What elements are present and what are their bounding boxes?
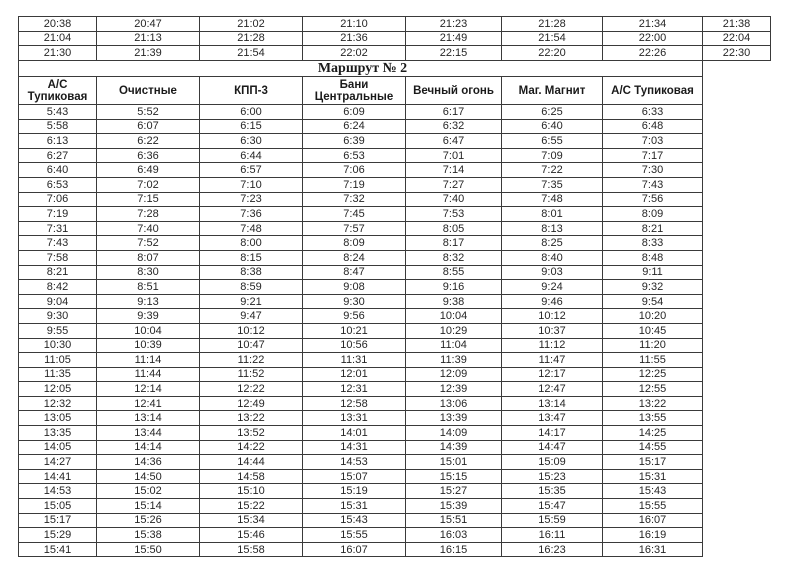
time-cell: 11:52	[200, 367, 303, 382]
time-cell: 9:13	[97, 294, 200, 309]
column-header-stop: Очистные	[97, 77, 200, 105]
time-cell: 14:25	[603, 426, 703, 441]
time-cell: 14:41	[19, 469, 97, 484]
table-row	[19, 513, 703, 528]
time-cell: 7:56	[603, 192, 703, 207]
time-cell: 7:23	[200, 192, 303, 207]
time-cell: 21:10	[303, 17, 406, 32]
time-cell: 12:32	[19, 396, 97, 411]
time-cell: 15:43	[603, 484, 703, 499]
time-cell: 6:53	[19, 177, 97, 192]
column-header-stop: А/С Тупиковая	[19, 77, 97, 105]
time-cell: 15:19	[303, 484, 406, 499]
time-cell: 14:14	[97, 440, 200, 455]
time-cell: 12:17	[502, 367, 603, 382]
time-cell: 13:35	[19, 426, 97, 441]
time-cell: 11:22	[200, 353, 303, 368]
time-cell: 6:49	[97, 163, 200, 178]
time-cell: 14:55	[603, 440, 703, 455]
time-cell: 10:29	[406, 323, 502, 338]
time-cell: 7:53	[406, 207, 502, 222]
table-row	[19, 148, 703, 163]
time-cell: 22:04	[703, 31, 771, 46]
time-cell: 8:00	[200, 236, 303, 251]
time-cell: 8:09	[603, 207, 703, 222]
time-cell: 21:23	[406, 17, 502, 32]
time-cell: 13:31	[303, 411, 406, 426]
time-cell: 15:38	[97, 528, 200, 543]
time-cell: 6:55	[502, 134, 603, 149]
time-cell: 7:43	[603, 177, 703, 192]
time-cell: 22:15	[406, 46, 502, 61]
time-cell: 14:05	[19, 440, 97, 455]
time-cell: 21:39	[97, 46, 200, 61]
time-cell: 21:02	[200, 17, 303, 32]
time-cell: 15:09	[502, 455, 603, 470]
time-cell: 8:17	[406, 236, 502, 251]
time-cell: 21:13	[97, 31, 200, 46]
time-cell: 13:47	[502, 411, 603, 426]
time-cell: 21:49	[406, 31, 502, 46]
time-cell: 15:05	[19, 499, 97, 514]
time-cell: 12:55	[603, 382, 703, 397]
column-header-stop: Бани Центральные	[303, 77, 406, 105]
time-cell: 15:23	[502, 469, 603, 484]
time-cell: 10:45	[603, 323, 703, 338]
time-cell: 6:30	[200, 134, 303, 149]
time-cell: 14:50	[97, 469, 200, 484]
time-cell: 7:15	[97, 192, 200, 207]
time-cell: 11:35	[19, 367, 97, 382]
time-cell: 20:47	[97, 17, 200, 32]
time-cell: 11:47	[502, 353, 603, 368]
time-cell: 10:21	[303, 323, 406, 338]
time-cell: 10:04	[97, 323, 200, 338]
column-header-stop: А/С Тупиковая	[603, 77, 703, 105]
time-cell: 6:24	[303, 119, 406, 134]
time-cell: 22:30	[703, 46, 771, 61]
time-cell: 10:56	[303, 338, 406, 353]
time-cell: 6:40	[502, 119, 603, 134]
table-row	[19, 338, 703, 353]
table-row	[19, 382, 703, 397]
previous-route-table-body	[19, 17, 771, 61]
time-cell: 11:31	[303, 353, 406, 368]
time-cell: 6:36	[97, 148, 200, 163]
time-cell: 15:10	[200, 484, 303, 499]
time-cell: 16:07	[603, 513, 703, 528]
time-cell: 10:20	[603, 309, 703, 324]
time-cell: 8:13	[502, 221, 603, 236]
time-cell: 22:20	[502, 46, 603, 61]
time-cell: 6:53	[303, 148, 406, 163]
time-cell: 9:46	[502, 294, 603, 309]
time-cell: 6:27	[19, 148, 97, 163]
time-cell: 11:44	[97, 367, 200, 382]
time-cell: 21:04	[19, 31, 97, 46]
time-cell: 15:58	[200, 542, 303, 557]
time-cell: 6:39	[303, 134, 406, 149]
time-cell: 15:17	[19, 513, 97, 528]
table-row	[19, 455, 703, 470]
table-row	[19, 440, 703, 455]
time-cell: 10:37	[502, 323, 603, 338]
time-cell: 7:48	[502, 192, 603, 207]
time-cell: 11:04	[406, 338, 502, 353]
table-row	[19, 396, 703, 411]
time-cell: 15:14	[97, 499, 200, 514]
time-cell: 12:49	[200, 396, 303, 411]
time-cell: 15:26	[97, 513, 200, 528]
table-row	[19, 163, 703, 178]
time-cell: 8:42	[19, 280, 97, 295]
table-row	[19, 294, 703, 309]
time-cell: 13:14	[97, 411, 200, 426]
time-cell: 7:03	[603, 134, 703, 149]
time-cell: 8:32	[406, 250, 502, 265]
table-row	[19, 323, 703, 338]
table-row	[19, 469, 703, 484]
time-cell: 9:30	[19, 309, 97, 324]
time-cell: 14:22	[200, 440, 303, 455]
time-cell: 8:55	[406, 265, 502, 280]
table-row	[19, 134, 703, 149]
table-row	[19, 309, 703, 324]
time-cell: 6:40	[19, 163, 97, 178]
time-cell: 9:32	[603, 280, 703, 295]
time-cell: 8:51	[97, 280, 200, 295]
time-cell: 11:55	[603, 353, 703, 368]
time-cell: 8:30	[97, 265, 200, 280]
route-2-timetable	[18, 60, 703, 557]
time-cell: 16:11	[502, 528, 603, 543]
time-cell: 6:33	[603, 105, 703, 120]
time-cell: 8:59	[200, 280, 303, 295]
time-cell: 7:30	[603, 163, 703, 178]
time-cell: 13:39	[406, 411, 502, 426]
time-cell: 6:00	[200, 105, 303, 120]
time-cell: 8:33	[603, 236, 703, 251]
time-cell: 6:22	[97, 134, 200, 149]
time-cell: 15:07	[303, 469, 406, 484]
time-cell: 10:12	[200, 323, 303, 338]
column-header-row	[19, 77, 703, 105]
time-cell: 6:09	[303, 105, 406, 120]
time-cell: 6:15	[200, 119, 303, 134]
column-header-stop: Маг. Магнит	[502, 77, 603, 105]
route-title: Маршрут № 2	[317, 60, 408, 76]
time-cell: 15:35	[502, 484, 603, 499]
time-cell: 6:47	[406, 134, 502, 149]
time-cell: 9:47	[200, 309, 303, 324]
time-cell: 12:05	[19, 382, 97, 397]
previous-route-row	[19, 46, 771, 61]
time-cell: 5:43	[19, 105, 97, 120]
table-row	[19, 250, 703, 265]
time-cell: 12:47	[502, 382, 603, 397]
time-cell: 6:48	[603, 119, 703, 134]
time-cell: 10:04	[406, 309, 502, 324]
time-cell: 9:04	[19, 294, 97, 309]
column-header-stop: Вечный огонь	[406, 77, 502, 105]
time-cell: 15:02	[97, 484, 200, 499]
time-cell: 16:19	[603, 528, 703, 543]
time-cell: 7:06	[19, 192, 97, 207]
time-cell: 9:08	[303, 280, 406, 295]
time-cell: 12:22	[200, 382, 303, 397]
table-row	[19, 426, 703, 441]
time-cell: 15:47	[502, 499, 603, 514]
time-cell: 22:26	[603, 46, 703, 61]
time-cell: 16:23	[502, 542, 603, 557]
time-cell: 21:30	[19, 46, 97, 61]
time-cell: 7:10	[200, 177, 303, 192]
time-cell: 7:14	[406, 163, 502, 178]
time-cell: 9:03	[502, 265, 603, 280]
time-cell: 7:01	[406, 148, 502, 163]
time-cell: 9:11	[603, 265, 703, 280]
time-cell: 11:12	[502, 338, 603, 353]
time-cell: 7:06	[303, 163, 406, 178]
time-cell: 21:54	[502, 31, 603, 46]
time-cell: 14:36	[97, 455, 200, 470]
time-cell: 6:17	[406, 105, 502, 120]
time-cell: 7:57	[303, 221, 406, 236]
time-cell: 13:06	[406, 396, 502, 411]
time-cell: 6:32	[406, 119, 502, 134]
time-cell: 14:17	[502, 426, 603, 441]
time-cell: 9:16	[406, 280, 502, 295]
time-cell: 8:47	[303, 265, 406, 280]
time-cell: 7:36	[200, 207, 303, 222]
time-cell: 7:48	[200, 221, 303, 236]
time-cell: 9:38	[406, 294, 502, 309]
time-cell: 8:01	[502, 207, 603, 222]
time-cell: 13:52	[200, 426, 303, 441]
table-row	[19, 484, 703, 499]
time-cell: 14:47	[502, 440, 603, 455]
time-cell: 8:24	[303, 250, 406, 265]
time-cell: 12:09	[406, 367, 502, 382]
time-cell: 13:22	[200, 411, 303, 426]
time-cell: 8:38	[200, 265, 303, 280]
time-cell: 14:31	[303, 440, 406, 455]
time-cell: 8:21	[19, 265, 97, 280]
time-cell: 21:28	[502, 17, 603, 32]
time-cell: 15:51	[406, 513, 502, 528]
time-cell: 14:58	[200, 469, 303, 484]
time-cell: 7:40	[406, 192, 502, 207]
route-title-cell	[19, 61, 703, 77]
time-cell: 11:14	[97, 353, 200, 368]
time-cell: 21:28	[200, 31, 303, 46]
time-cell: 6:57	[200, 163, 303, 178]
time-cell: 10:39	[97, 338, 200, 353]
time-cell: 7:58	[19, 250, 97, 265]
time-cell: 15:55	[603, 499, 703, 514]
time-cell: 14:53	[19, 484, 97, 499]
time-cell: 7:32	[303, 192, 406, 207]
time-cell: 15:39	[406, 499, 502, 514]
time-cell: 16:15	[406, 542, 502, 557]
time-cell: 7:28	[97, 207, 200, 222]
time-cell: 15:31	[603, 469, 703, 484]
previous-route-row	[19, 31, 771, 46]
table-row	[19, 236, 703, 251]
time-cell: 7:35	[502, 177, 603, 192]
time-cell: 14:44	[200, 455, 303, 470]
time-cell: 10:12	[502, 309, 603, 324]
time-cell: 21:36	[303, 31, 406, 46]
time-cell: 8:25	[502, 236, 603, 251]
table-row	[19, 105, 703, 120]
time-cell: 16:31	[603, 542, 703, 557]
time-cell: 14:39	[406, 440, 502, 455]
time-cell: 5:52	[97, 105, 200, 120]
table-row	[19, 177, 703, 192]
time-cell: 7:22	[502, 163, 603, 178]
time-cell: 15:59	[502, 513, 603, 528]
table-row	[19, 119, 703, 134]
time-cell: 21:38	[703, 17, 771, 32]
table-row	[19, 499, 703, 514]
time-cell: 15:34	[200, 513, 303, 528]
time-cell: 9:55	[19, 323, 97, 338]
table-row	[19, 528, 703, 543]
time-cell: 12:25	[603, 367, 703, 382]
time-cell: 6:13	[19, 134, 97, 149]
time-cell: 7:31	[19, 221, 97, 236]
time-cell: 11:39	[406, 353, 502, 368]
time-cell: 7:17	[603, 148, 703, 163]
time-cell: 8:21	[603, 221, 703, 236]
time-cell: 7:43	[19, 236, 97, 251]
time-cell: 12:39	[406, 382, 502, 397]
column-header-stop: КПП-3	[200, 77, 303, 105]
table-row	[19, 542, 703, 557]
time-cell: 8:07	[97, 250, 200, 265]
time-cell: 11:05	[19, 353, 97, 368]
time-cell: 7:40	[97, 221, 200, 236]
time-cell: 9:24	[502, 280, 603, 295]
time-cell: 14:53	[303, 455, 406, 470]
time-cell: 15:22	[200, 499, 303, 514]
time-cell: 12:41	[97, 396, 200, 411]
time-cell: 15:31	[303, 499, 406, 514]
route-title-row	[19, 61, 703, 77]
time-cell: 8:15	[200, 250, 303, 265]
time-cell: 6:44	[200, 148, 303, 163]
table-row	[19, 411, 703, 426]
time-cell: 14:27	[19, 455, 97, 470]
time-cell: 15:46	[200, 528, 303, 543]
time-cell: 8:05	[406, 221, 502, 236]
time-cell: 15:55	[303, 528, 406, 543]
time-cell: 9:56	[303, 309, 406, 324]
route-2-table-body	[19, 105, 703, 557]
time-cell: 7:45	[303, 207, 406, 222]
table-row	[19, 265, 703, 280]
time-cell: 8:48	[603, 250, 703, 265]
time-cell: 15:01	[406, 455, 502, 470]
time-cell: 15:29	[19, 528, 97, 543]
time-cell: 12:58	[303, 396, 406, 411]
time-cell: 14:09	[406, 426, 502, 441]
time-cell: 13:14	[502, 396, 603, 411]
table-row	[19, 367, 703, 382]
time-cell: 15:50	[97, 542, 200, 557]
time-cell: 21:54	[200, 46, 303, 61]
time-cell: 16:07	[303, 542, 406, 557]
time-cell: 15:27	[406, 484, 502, 499]
previous-route-table-tail	[18, 16, 771, 61]
time-cell: 12:31	[303, 382, 406, 397]
time-cell: 16:03	[406, 528, 502, 543]
time-cell: 13:55	[603, 411, 703, 426]
time-cell: 13:44	[97, 426, 200, 441]
previous-route-row	[19, 17, 771, 32]
table-row	[19, 353, 703, 368]
time-cell: 9:30	[303, 294, 406, 309]
time-cell: 11:20	[603, 338, 703, 353]
time-cell: 7:19	[19, 207, 97, 222]
time-cell: 5:58	[19, 119, 97, 134]
time-cell: 15:17	[603, 455, 703, 470]
time-cell: 7:52	[97, 236, 200, 251]
time-cell: 9:54	[603, 294, 703, 309]
time-cell: 15:41	[19, 542, 97, 557]
time-cell: 6:07	[97, 119, 200, 134]
time-cell: 7:02	[97, 177, 200, 192]
table-row	[19, 192, 703, 207]
table-row	[19, 207, 703, 222]
time-cell: 12:01	[303, 367, 406, 382]
time-cell: 6:25	[502, 105, 603, 120]
table-row	[19, 280, 703, 295]
time-cell: 7:19	[303, 177, 406, 192]
time-cell: 22:02	[303, 46, 406, 61]
time-cell: 7:27	[406, 177, 502, 192]
time-cell: 10:30	[19, 338, 97, 353]
time-cell: 8:09	[303, 236, 406, 251]
time-cell: 7:09	[502, 148, 603, 163]
time-cell: 22:00	[603, 31, 703, 46]
time-cell: 13:05	[19, 411, 97, 426]
time-cell: 21:34	[603, 17, 703, 32]
time-cell: 12:14	[97, 382, 200, 397]
time-cell: 20:38	[19, 17, 97, 32]
time-cell: 15:15	[406, 469, 502, 484]
time-cell: 15:43	[303, 513, 406, 528]
time-cell: 10:47	[200, 338, 303, 353]
time-cell: 8:40	[502, 250, 603, 265]
time-cell: 9:21	[200, 294, 303, 309]
time-cell: 13:22	[603, 396, 703, 411]
table-row	[19, 221, 703, 236]
time-cell: 9:39	[97, 309, 200, 324]
time-cell: 14:01	[303, 426, 406, 441]
